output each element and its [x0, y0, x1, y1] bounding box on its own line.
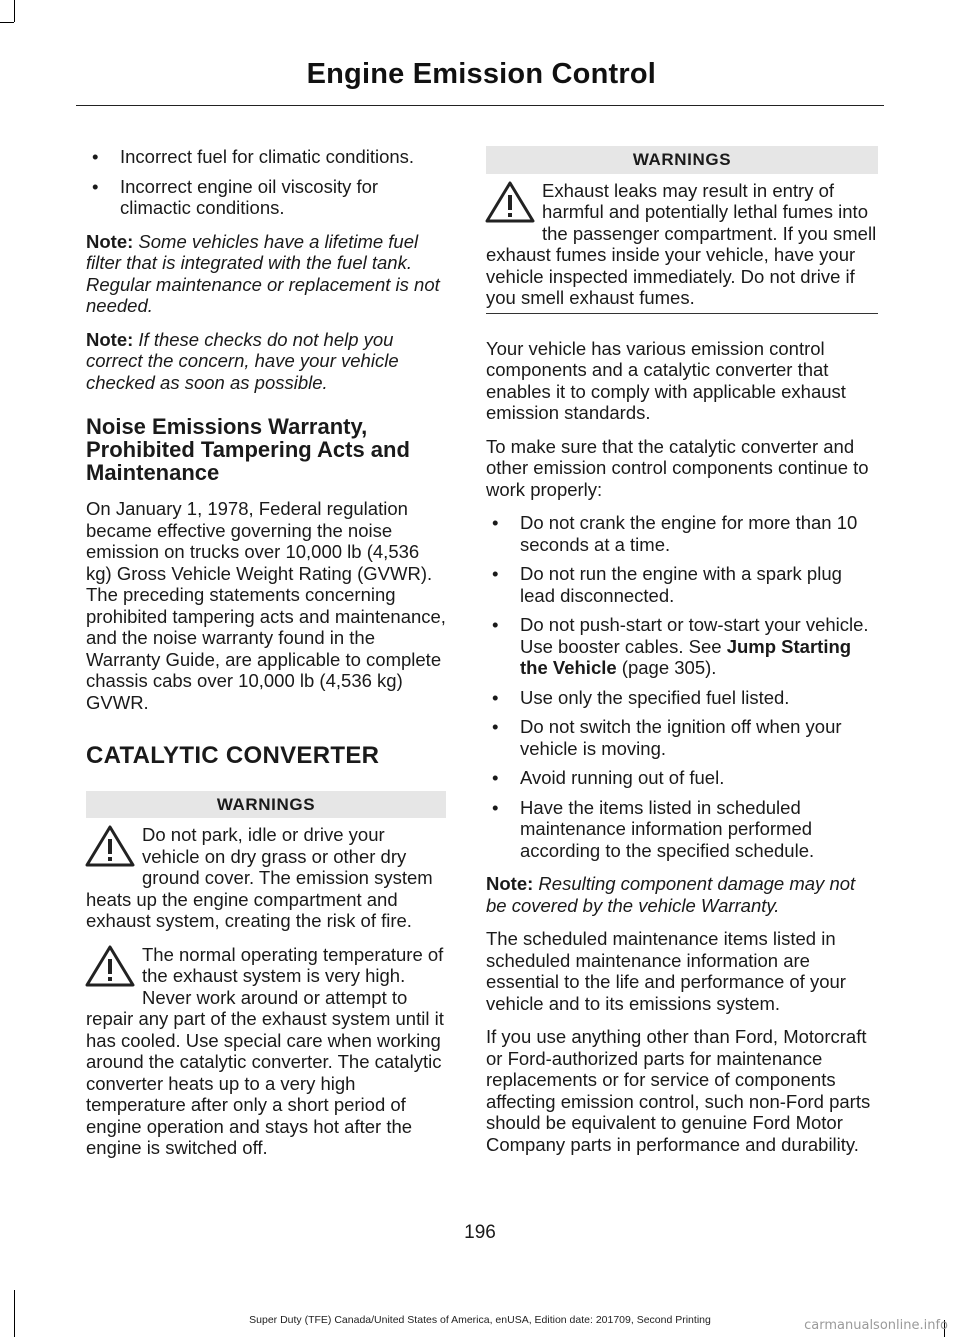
note-label: Note:: [86, 230, 134, 252]
warning-text: The normal operating temperature of the exhaust system is very high. Never work around or attempt to repair any part of the exhaust system until it has cooled. Use special care when working around the catalytic converter. The catalytic converter heats up to a very high temperature after only a short period of engine operation and stays hot after the engine is switched off.: [86, 943, 444, 1158]
list-item: • Avoid running out of fuel.: [486, 767, 878, 789]
list-item: • Use only the specified fuel listed.: [486, 687, 878, 709]
note-text: Some vehicles have a lifetime fuel filter that is integrated with the fuel tank. Regular maintenance or replacement is not needed.: [86, 230, 440, 316]
list-item: • Do not crank the engine for more than 10 seconds at a time.: [486, 512, 878, 555]
warning-item: [486, 180, 878, 314]
list-item: • Do not run the engine with a spark plug lead disconnected.: [486, 563, 878, 606]
page-header-title: Engine Emission Control: [306, 58, 656, 90]
paragraph: Your vehicle has various emission control components and a catalytic converter that enables it to comply with applicable exhaust emission standards.: [486, 337, 846, 423]
warning-item: [86, 944, 446, 1159]
crop-mark: [14, 0, 15, 22]
cross-reference-link[interactable]: Jump Starting the Vehicle: [520, 635, 852, 678]
section-title: CATALYTIC CONVERTER: [86, 742, 380, 769]
bullet-list: [486, 512, 878, 861]
note: [86, 231, 446, 317]
note: [486, 873, 878, 916]
warning-triangle-icon: [84, 944, 138, 988]
note: [86, 329, 446, 394]
footer-edition-text: Super Duty (TFE) Canada/United States of America, enUSA, Edition date: 201709, Second Printing: [249, 1314, 711, 1326]
left-column: [86, 146, 446, 1171]
page-number: 196: [464, 1222, 496, 1243]
paragraph: On January 1, 1978, Federal regulation became effective governing the noise emission on trucks over 10,000 lb (4,536 kg) Gross Vehicle Weight Rating (GVWR). The preceding statements concerning prohibited tampering acts and maintenance, and the noise warranty found in the Warranty Guide, are applicable to complete chassis cabs over 10,000 lb (4,536 kg) GVWR.: [86, 498, 446, 713]
watermark: carmanualsonline.info: [804, 1318, 948, 1333]
list-item-text: Do not push-start or tow-start your vehicle. Use booster cables. See: [520, 614, 869, 657]
paragraph: The scheduled maintenance items listed in scheduled maintenance information are essential to the life and performance of your vehicle and to its emissions system.: [486, 928, 846, 1014]
warning-item: [86, 824, 446, 932]
right-column: [486, 146, 878, 1167]
list-item: • Have the items listed in scheduled maintenance information performed according to the specified schedule.: [486, 797, 878, 862]
page-reference: (page 305).: [616, 657, 717, 678]
crop-mark: [0, 22, 14, 23]
warnings-heading: WARNINGS: [486, 146, 878, 174]
note-label: Note:: [486, 873, 534, 894]
list-item: • Incorrect engine oil viscosity for climactic conditions.: [86, 176, 446, 219]
paragraph: To make sure that the catalytic converter and other emission control components continue to work properly:: [486, 435, 869, 500]
paragraph: If you use anything other than Ford, Motorcraft or Ford-authorized parts for maintenance replacements or for service of components affecting emission control, such non-Ford parts should be equivalent to genuine Ford Motor Company parts in performance and durability.: [486, 1026, 871, 1155]
note-label: Note:: [86, 328, 134, 350]
warning-triangle-icon: [484, 180, 538, 224]
note-text: Resulting component damage may not be covered by the vehicle Warranty.: [486, 873, 856, 916]
list-item: • Incorrect fuel for climatic conditions.: [86, 146, 446, 168]
note-text: If these checks do not help you correct the concern, have your vehicle checked as soon as possible.: [86, 328, 399, 393]
warning-triangle-icon: [84, 824, 138, 868]
list-item: • Do not switch the ignition off when your vehicle is moving.: [486, 716, 878, 759]
warning-text: Do not park, idle or drive your vehicle on dry grass or other dry ground cover. The emission system heats up the engine compartment and exhaust system, creating the risk of fire.: [86, 824, 433, 931]
warning-text: Exhaust leaks may result in entry of harmful and potentially lethal fumes into the passenger compartment. If you smell exhaust fumes inside your vehicle, have your vehicle inspected immediately. Do not drive if you smell exhaust fumes.: [486, 179, 877, 308]
bullet-list: [86, 146, 446, 219]
warnings-heading: WARNINGS: [86, 791, 446, 819]
subheading: Noise Emissions Warranty, Prohibited Tampering Acts and Maintenance: [86, 414, 410, 485]
list-item: [486, 614, 878, 679]
header-rule: [76, 105, 884, 106]
